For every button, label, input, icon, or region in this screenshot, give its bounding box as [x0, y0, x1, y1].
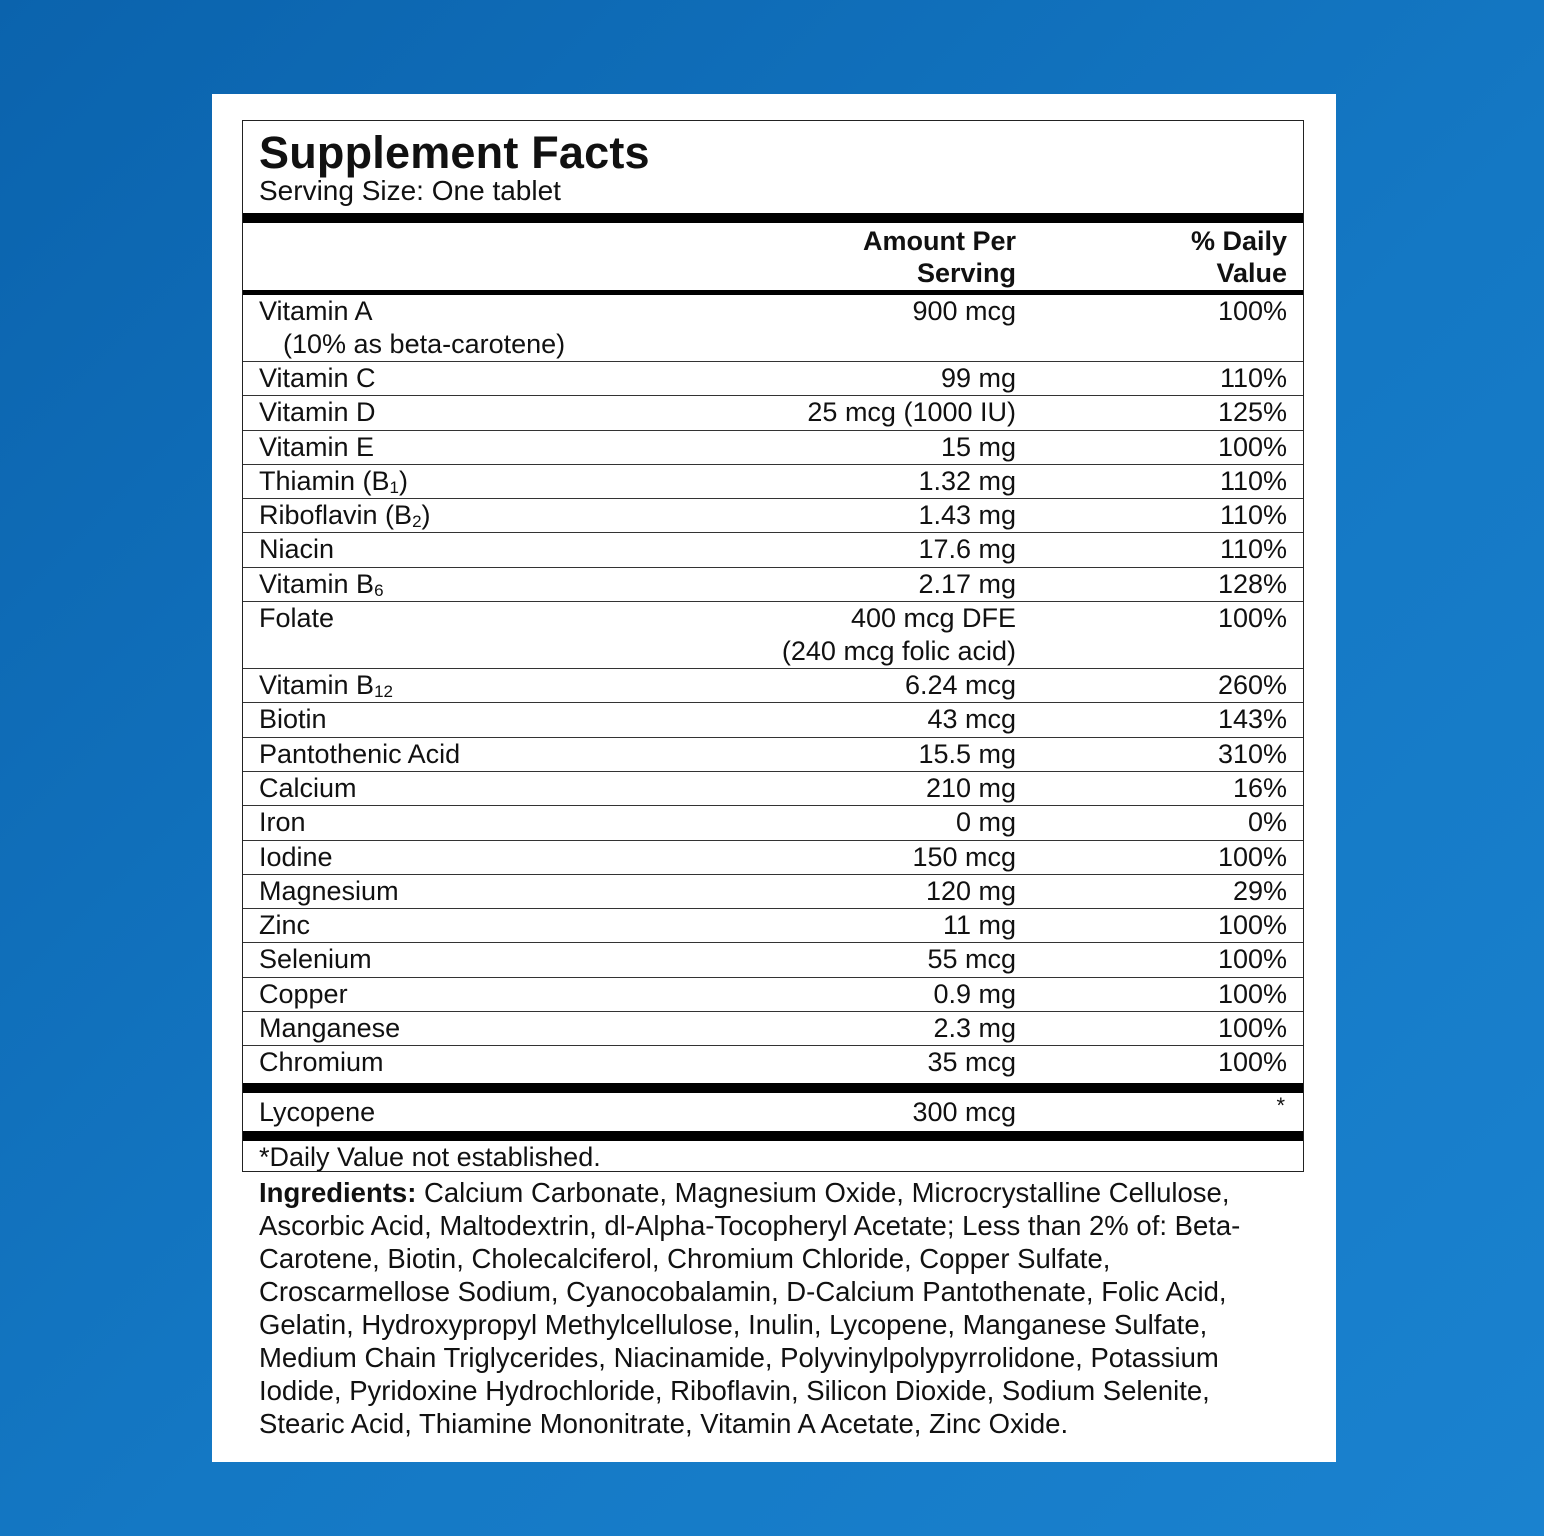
nutrient-name-text: Niacin [259, 534, 335, 565]
nutrient-name [259, 943, 372, 976]
nutrient-row [243, 602, 1303, 669]
nutrient-row [243, 1012, 1303, 1046]
nutrient-daily-value: 260% [1217, 670, 1287, 701]
nutrient-amount: 55 mcg [927, 944, 1016, 975]
nutrient-name: Lycopene [259, 1097, 376, 1127]
nutrient-daily-value: 100% [1217, 978, 1287, 1009]
nutrient-daily-value: 110% [1219, 500, 1287, 531]
nutrient-amount: 400 mcg DFE [850, 603, 1016, 634]
nutrient-name-text: Biotin [259, 704, 327, 735]
thick-divider-top [243, 213, 1303, 223]
nutrient-amount: 11 mg [942, 910, 1016, 941]
nutrient-amount: 900 mcg [912, 296, 1016, 326]
nutrient-daily-value: 100% [1217, 431, 1287, 462]
nutrient-daily-value: 0% [1247, 807, 1287, 838]
nutrient-daily-value: 125% [1217, 397, 1287, 428]
nutrient-daily-value: 16% [1232, 772, 1287, 803]
nutrient-daily-value: 128% [1217, 568, 1287, 599]
nutrient-amount: 150 mcg [912, 841, 1016, 872]
nutrient-row [243, 362, 1303, 396]
nutrient-amount: 0.9 mg [933, 978, 1016, 1009]
nutrient-name-text: Folate [259, 603, 335, 634]
supplement-facts-card [212, 94, 1336, 1462]
nutrient-name [259, 703, 327, 736]
nutrient-daily-value: 110% [1219, 465, 1287, 496]
nutrient-name [259, 738, 460, 771]
nutrient-daily-value: 110% [1219, 363, 1287, 393]
nutrient-daily-value: 100% [1217, 944, 1287, 975]
nutrient-name [259, 875, 399, 908]
nutrient-daily-value: 100% [1217, 841, 1287, 872]
ingredients-paragraph [259, 1176, 1299, 1440]
nutrient-name [259, 602, 334, 635]
nutrient-row [243, 703, 1303, 737]
nutrient-amount: 99 mg [940, 363, 1016, 393]
thick-divider-lycopene [243, 1083, 1303, 1093]
nutrient-name [259, 841, 333, 874]
nutrient-amount: 35 mcg [927, 1047, 1016, 1078]
nutrient-daily-value: 100% [1217, 1013, 1287, 1044]
nutrient-subscript: 6 [374, 580, 384, 600]
nutrient-name [259, 669, 393, 702]
nutrient-daily-value: 100% [1217, 910, 1287, 941]
nutrient-daily-value: 310% [1217, 738, 1287, 769]
nutrient-name [259, 499, 431, 532]
nutrient-daily-value: 110% [1219, 534, 1287, 565]
nutrient-name-text: Magnesium [259, 875, 399, 906]
nutrient-name-text: Copper [259, 978, 348, 1009]
nutrient-amount: 1.32 mg [918, 465, 1016, 496]
nutrient-row [243, 669, 1303, 703]
nutrient-row [243, 943, 1303, 977]
nutrient-row [243, 978, 1303, 1012]
nutrient-name-text: Thiamin (B [259, 465, 390, 496]
nutrient-name-text: Vitamin D [259, 397, 376, 428]
nutrient-amount: 6.24 mcg [904, 670, 1016, 701]
nutrient-name-text: Iodine [259, 841, 333, 872]
nutrient-name-suffix: ) [421, 500, 431, 531]
nutrient-row [243, 533, 1303, 567]
thick-divider-bottom [243, 1131, 1303, 1141]
nutrient-amount: 15 mg [940, 431, 1016, 462]
nutrient-name [259, 1046, 384, 1079]
nutrient-name-text: Selenium [259, 944, 372, 975]
nutrient-subscript: 2 [412, 512, 422, 532]
serving-size: Serving Size: One tablet [259, 175, 561, 206]
amount-header-line1: Amount Per [862, 226, 1016, 256]
nutrient-name-text: Vitamin C [259, 363, 376, 393]
nutrient-name [259, 465, 408, 498]
nutrient-subscript: 12 [374, 682, 393, 702]
nutrient-row [243, 738, 1303, 772]
nutrient-row [243, 1046, 1303, 1080]
nutrient-amount: 15.5 mg [918, 738, 1016, 769]
nutrient-name-text: Manganese [259, 1013, 401, 1044]
nutrient-name-text: Vitamin E [259, 431, 375, 462]
nutrient-name-text: Iron [259, 807, 306, 838]
nutrient-daily-value: 29% [1232, 875, 1287, 906]
nutrient-name-text: Chromium [259, 1047, 384, 1078]
nutrient-name [259, 396, 376, 429]
nutrient-amount: 2.17 mg [918, 568, 1016, 599]
nutrient-name-text: Vitamin B [259, 568, 375, 599]
nutrient-row [243, 772, 1303, 806]
nutrient-name [259, 806, 306, 839]
nutrient-row [243, 465, 1303, 499]
nutrient-row [243, 806, 1303, 840]
dv-header-line2: Value [1216, 258, 1287, 288]
nutrient-name-text: Pantothenic Acid [259, 738, 461, 769]
nutrient-amount: 1.43 mg [918, 500, 1016, 531]
nutrient-name [259, 295, 373, 328]
nutrient-amount: 120 mg [925, 875, 1016, 906]
nutrient-amount: 25 mcg (1000 IU) [807, 397, 1016, 428]
nutrient-subscript: 1 [389, 477, 399, 497]
nutrient-table [243, 295, 1303, 1081]
nutrient-amount: 17.6 mg [918, 534, 1016, 565]
column-header [243, 224, 1303, 290]
amount-header-line2: Serving [916, 258, 1016, 288]
supplement-facts-panel [242, 120, 1304, 1172]
ingredients-label: Ingredients: [259, 1177, 417, 1208]
nutrient-name [259, 362, 376, 395]
nutrient-row [243, 431, 1303, 465]
nutrient-name [259, 431, 374, 464]
nutrient-amount: 43 mcg [927, 704, 1016, 735]
nutrient-name [259, 568, 384, 601]
footnote: *Daily Value not established. [259, 1142, 601, 1172]
nutrient-daily-value: * [1276, 1093, 1285, 1118]
nutrient-name-suffix: ) [399, 465, 408, 496]
ingredients-text: Calcium Carbonate, Magnesium Oxide, Microcrystalline Cellulose, Ascorbic Acid, Maltodextrin, dl-Alpha-Tocopheryl Acetate; Less than 2% of: Beta-Carotene, Biotin, Cholecalciferol, Chromium Chloride, Copper Sulfate, Croscarmellose Sodium, Cyanocobalamin, D-Calcium Pantothenate, Folic Acid, Gelatin, Hydroxypropyl Methylcellulose, Inulin, Lycopene, Manganese Sulfate, Medium Chain Triglycerides, Niacinamide, Polyvinylpolypyrrolidone, Potassium Iodide, Pyridoxine Hydrochloride, Riboflavin, Silicon Dioxide, Sodium Selenite, Stearic Acid, Thiamine Mononitrate, Vitamin A Acetate, Zinc Oxide. [259, 1177, 1241, 1439]
nutrient-note: (10% as beta-carotene) [283, 329, 566, 359]
nutrient-name-text: Vitamin B [259, 670, 375, 701]
nutrient-amount: 210 mg [925, 772, 1016, 803]
amount-header [863, 225, 1016, 289]
nutrient-daily-value: 143% [1217, 704, 1287, 735]
nutrient-amount-detail: (240 mcg folic acid) [781, 636, 1016, 667]
nutrient-name-text: Calcium [259, 772, 357, 803]
nutrient-row [243, 396, 1303, 430]
nutrient-name [259, 1012, 400, 1045]
nutrient-daily-value: 100% [1217, 603, 1287, 634]
nutrient-row [243, 499, 1303, 533]
nutrient-name-text: Zinc [259, 910, 311, 941]
lycopene-row [243, 1095, 1303, 1131]
nutrient-daily-value: 100% [1217, 296, 1287, 326]
nutrient-name-text: Riboflavin (B [259, 500, 413, 531]
nutrient-name [259, 978, 348, 1011]
nutrient-amount: 300 mcg [912, 1097, 1016, 1127]
dv-header-line1: % Daily [1190, 226, 1287, 256]
nutrient-amount: 0 mg [955, 807, 1016, 838]
daily-value-header [1191, 225, 1287, 289]
nutrient-name [259, 533, 334, 566]
nutrient-row [243, 875, 1303, 909]
label-title: Supplement Facts [259, 127, 650, 178]
nutrient-name [259, 772, 357, 805]
nutrient-name-text: Vitamin A [259, 296, 373, 326]
nutrient-row [243, 909, 1303, 943]
nutrient-name [259, 909, 310, 942]
nutrient-row [243, 841, 1303, 875]
nutrient-row [243, 568, 1303, 602]
nutrient-amount: 2.3 mg [933, 1013, 1016, 1044]
nutrient-row [243, 295, 1303, 362]
nutrient-daily-value: 100% [1217, 1047, 1287, 1078]
